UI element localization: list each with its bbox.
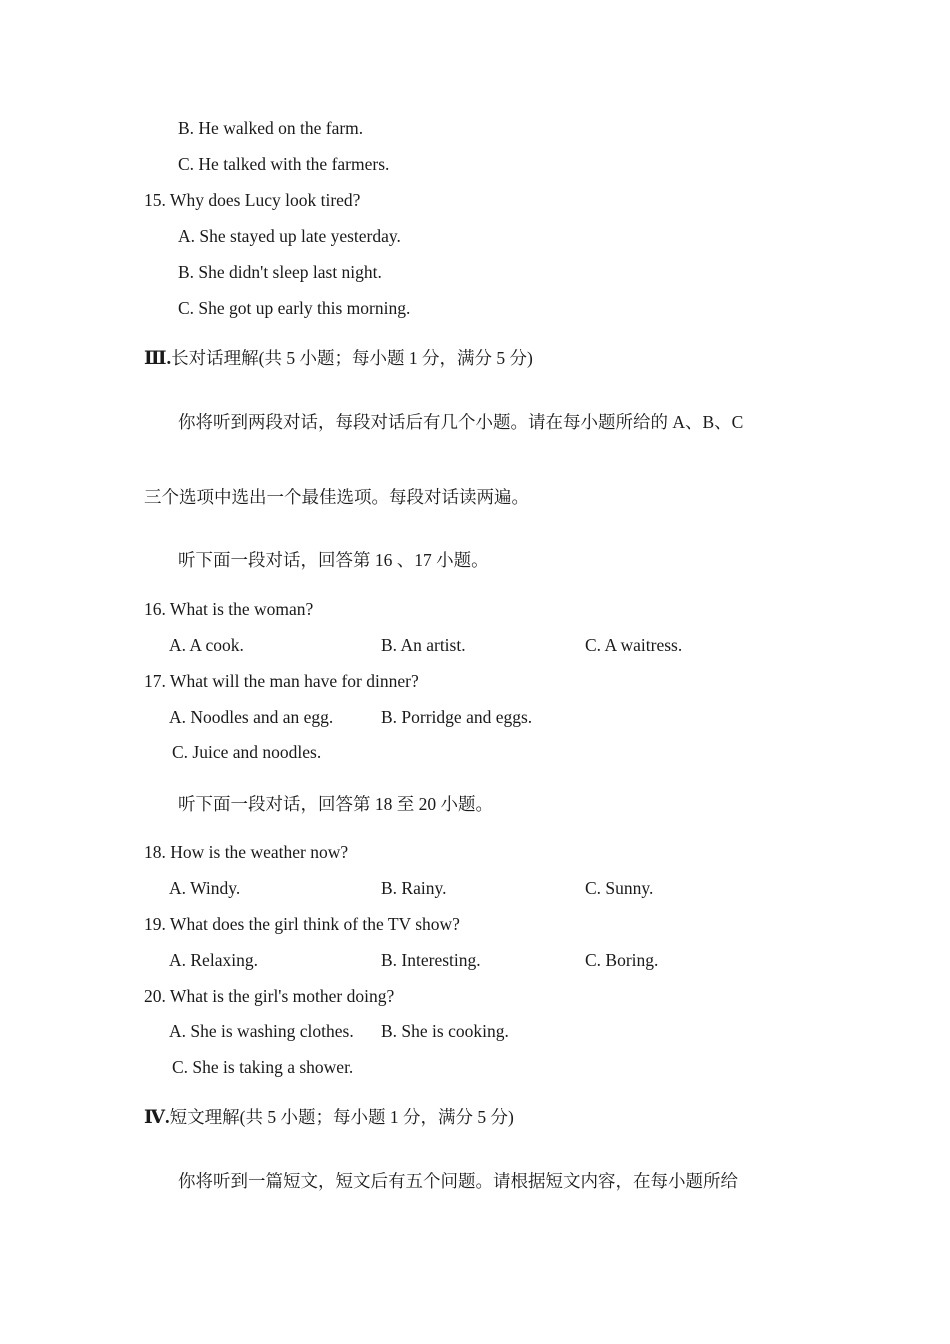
section-3-instruction-line-1: 你将听到两段对话，每段对话后有几个小题。请在每小题所给的 A、B、C [178, 412, 744, 432]
section-3-heading [144, 346, 533, 370]
q17-option-a: A. Noodles and an egg. [169, 707, 334, 727]
q20-question: 20. What is the girl's mother doing? [144, 986, 395, 1006]
q15-option-c: C. She got up early this morning. [178, 298, 411, 318]
q15-option-a: A. She stayed up late yesterday. [178, 226, 401, 246]
q19-question: 19. What does the girl think of the TV show? [144, 914, 460, 934]
q16-option-a: A. A cook. [169, 635, 244, 655]
q15-question: 15. Why does Lucy look tired? [144, 190, 361, 210]
q18-question: 18. How is the weather now? [144, 842, 349, 862]
q16-option-c: C. A waitress. [585, 635, 683, 655]
q18-option-b: B. Rainy. [381, 878, 447, 898]
dialogue-1-intro: 听下面一段对话，回答第 16 、17 小题。 [178, 550, 489, 570]
section-4-instruction-line-1: 你将听到一篇短文，短文后有五个问题。请根据短文内容，在每小题所给 [178, 1171, 738, 1191]
q18-option-c: C. Sunny. [585, 878, 654, 898]
q20-option-b: B. She is cooking. [381, 1021, 509, 1041]
q20-option-c: C. She is taking a shower. [172, 1057, 354, 1077]
q17-option-c: C. Juice and noodles. [172, 742, 322, 762]
q17-question: 17. What will the man have for dinner? [144, 671, 419, 691]
section-4-title: 短文理解(共 5 小题；每小题 1 分，满分 5 分) [169, 1107, 514, 1127]
q19-option-c: C. Boring. [585, 950, 659, 970]
section-3-title: 长对话理解(共 5 小题；每小题 1 分，满分 5 分) [171, 348, 533, 368]
q16-option-b: B. An artist. [381, 635, 466, 655]
q18-option-a: A. Windy. [169, 878, 241, 898]
section-4-numeral: Ⅳ. [144, 1108, 170, 1128]
section-3-instruction-line-2: 三个选项中选出一个最佳选项。每段对话读两遍。 [144, 487, 529, 507]
dialogue-2-intro: 听下面一段对话，回答第 18 至 20 小题。 [178, 794, 493, 814]
q14-option-b: B. He walked on the farm. [178, 118, 364, 138]
q14-option-c: C. He talked with the farmers. [178, 154, 390, 174]
q20-option-a: A. She is washing clothes. [169, 1021, 354, 1041]
q15-option-b: B. She didn't sleep last night. [178, 262, 382, 282]
q16-question: 16. What is the woman? [144, 599, 314, 619]
q19-option-b: B. Interesting. [381, 950, 481, 970]
q17-option-b: B. Porridge and eggs. [381, 707, 533, 727]
section-3-numeral: Ⅲ. [144, 349, 172, 369]
q19-option-a: A. Relaxing. [169, 950, 258, 970]
section-4-heading [144, 1105, 514, 1129]
